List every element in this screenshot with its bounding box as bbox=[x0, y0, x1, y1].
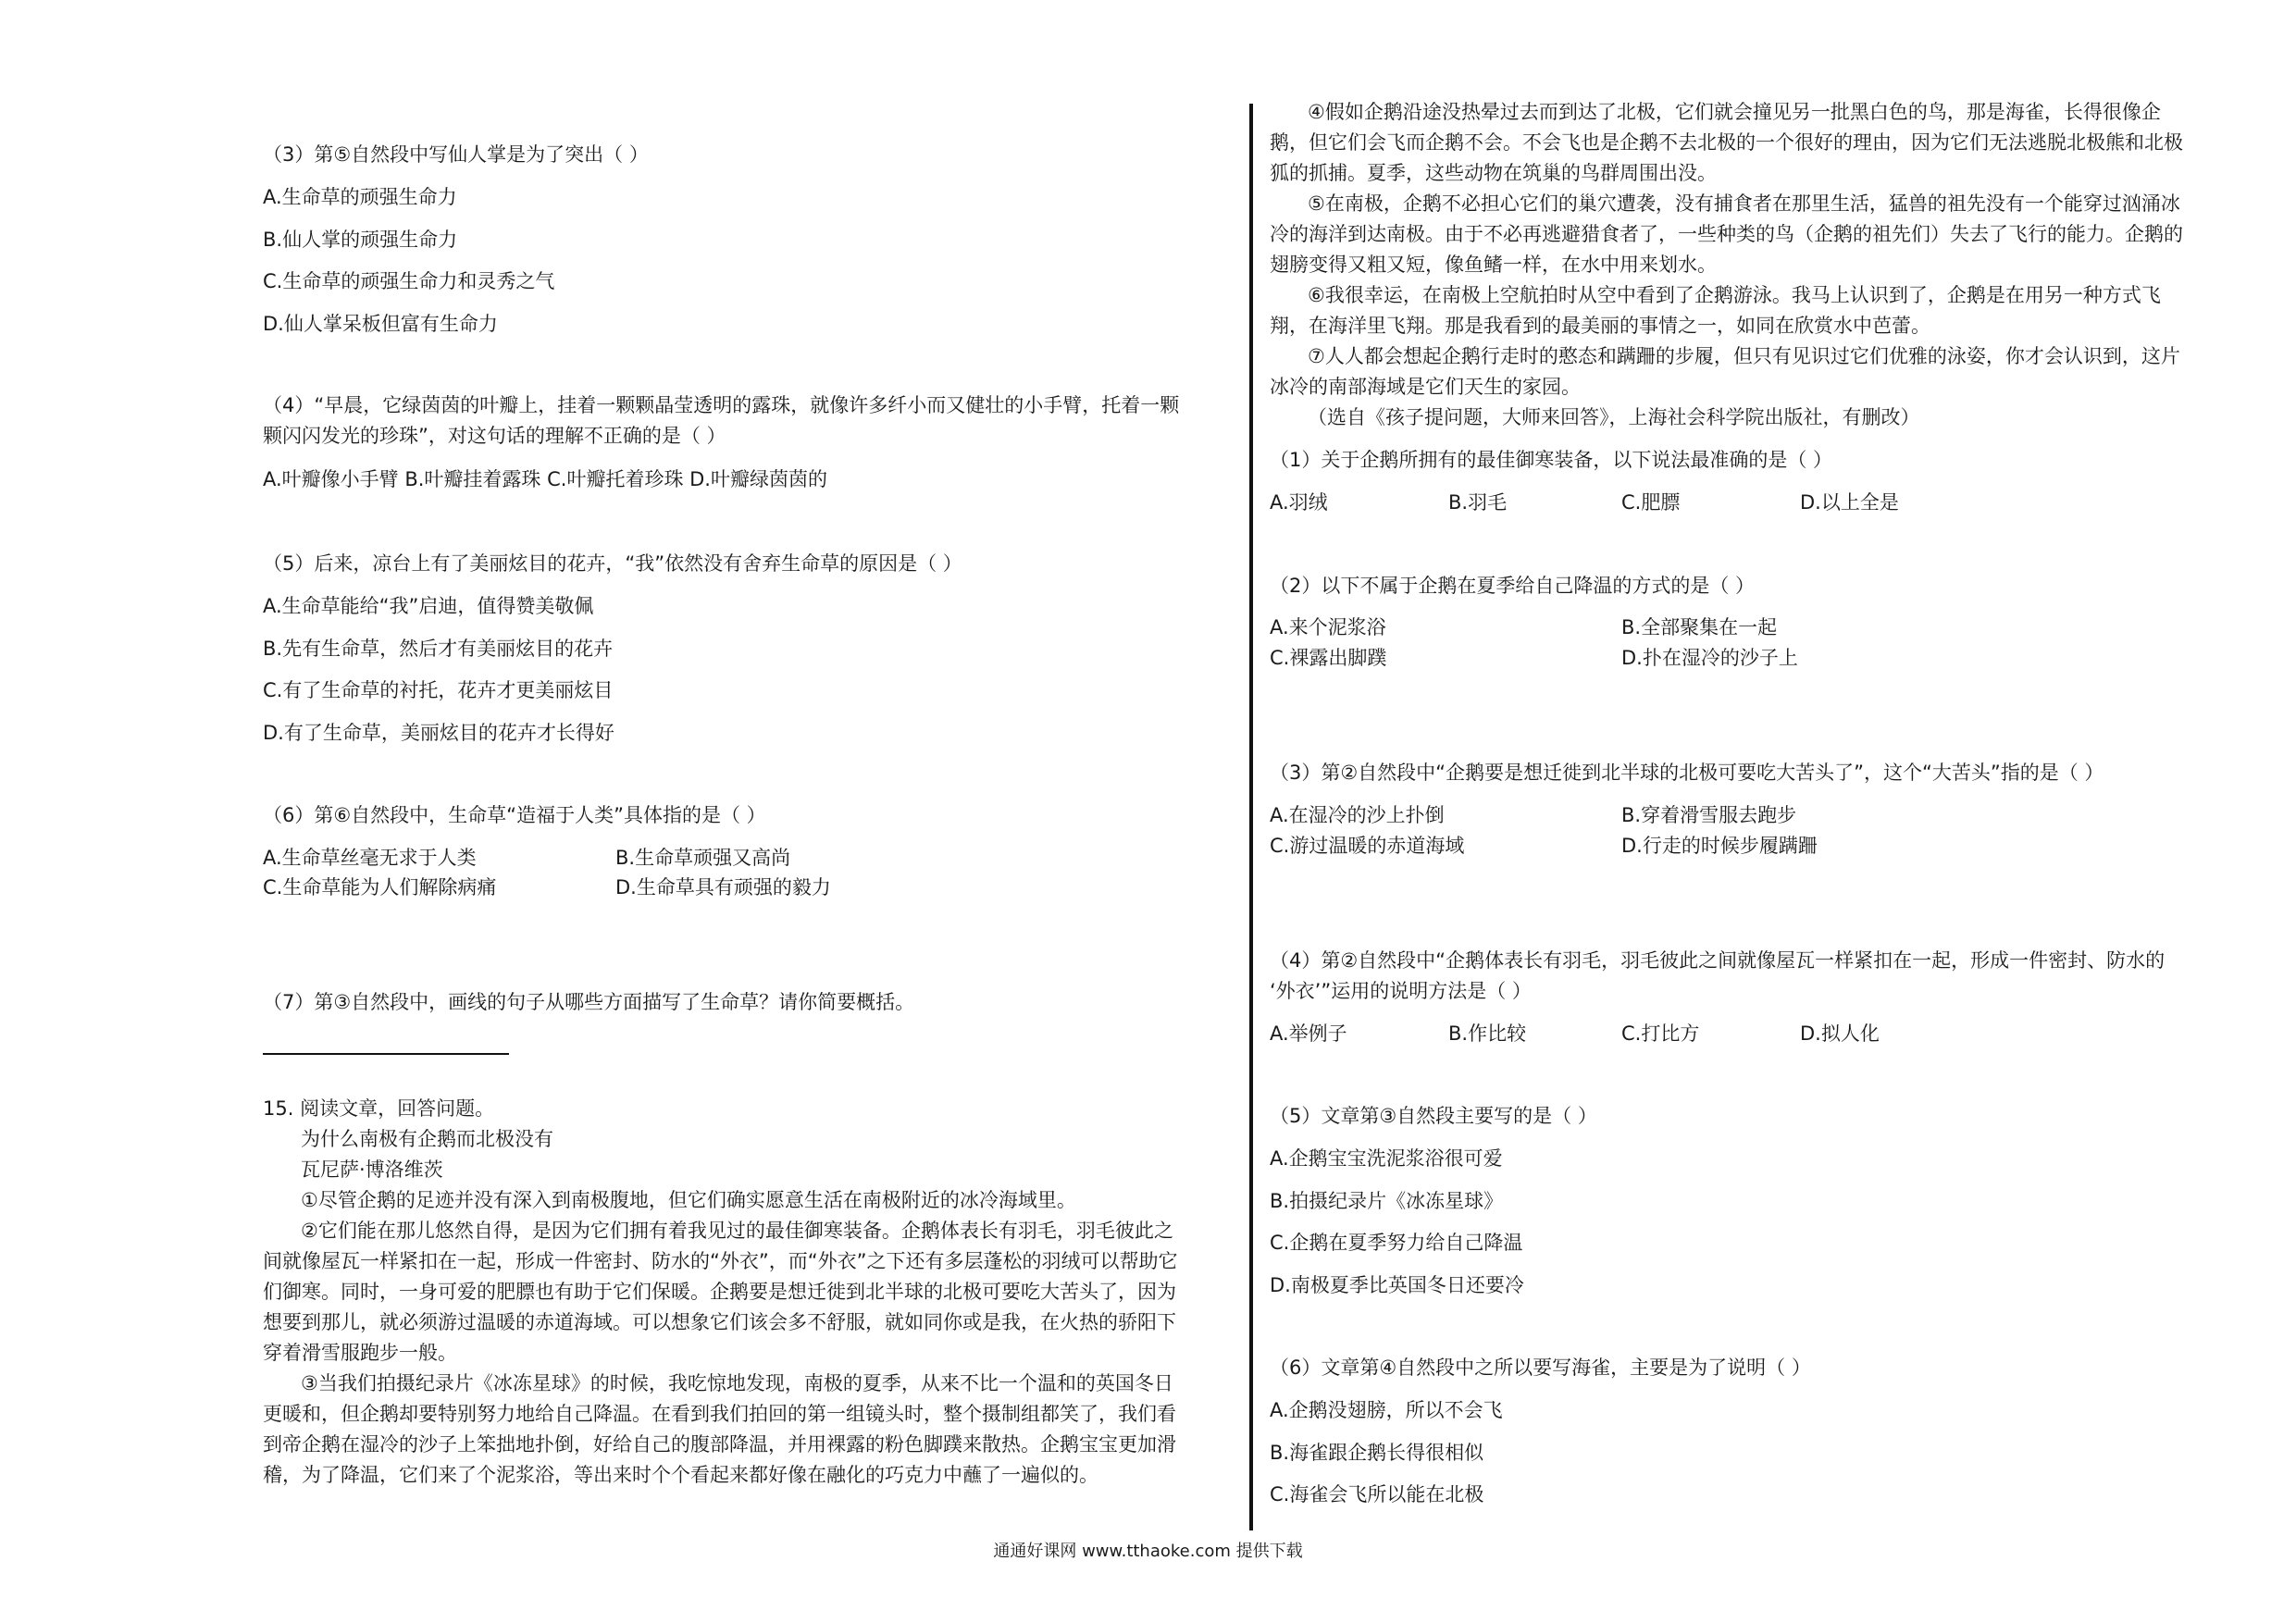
right-line: A.企鹅宝宝洗泥浆浴很可爱 bbox=[1270, 1147, 1503, 1170]
left-line: 到帝企鹅在湿冷的沙子上笨拙地扑倒，好给自己的腹部降温，并用裸露的粉色脚蹼来散热。企鹅宝宝更加滑 bbox=[263, 1433, 1176, 1456]
right-line: D.以上全是 bbox=[1800, 491, 1899, 514]
right-line: 翅膀变得又粗又短，像鱼鳍一样，在水中用来划水。 bbox=[1270, 254, 1717, 276]
left-line: D.有了生命草，美丽炫目的花卉才长得好 bbox=[263, 722, 614, 744]
right-line: C.游过温暖的赤道海域 bbox=[1270, 835, 1465, 857]
right-line: （4）第②自然段中“企鹅体表长有羽毛，羽毛彼此之间就像屋瓦一样紧扣在一起，形成一件密封、防水的 bbox=[1270, 949, 2166, 972]
right-line: B.海雀跟企鹅长得很相似 bbox=[1270, 1442, 1484, 1464]
left-line: 为什么南极有企鹅而北极没有 bbox=[301, 1128, 553, 1150]
left-line: （4）“早晨，它绿茵茵的叶瓣上，挂着一颗颗晶莹透明的露珠，就像许多纤小而又健壮的小手臂，托着一颗 bbox=[263, 394, 1180, 416]
right-line: B.羽毛 bbox=[1448, 491, 1508, 514]
left-line: C.生命草能为人们解除病痛 bbox=[263, 876, 497, 898]
left-line: （6）第⑥自然段中，生命草“造福于人类”具体指的是（ ） bbox=[263, 804, 766, 826]
right-line: A.在湿冷的沙上扑倒 bbox=[1270, 804, 1445, 826]
left-line: （3）第⑤自然段中写仙人掌是为了突出（ ） bbox=[263, 143, 649, 166]
left-line: A.生命草的顽强生命力 bbox=[263, 186, 457, 208]
right-line: 翔，在海洋里飞翔。那是我看到的最美丽的事情之一，如同在欣赏水中芭蕾。 bbox=[1270, 315, 1930, 337]
right-line: （5）文章第③自然段主要写的是（ ） bbox=[1270, 1105, 1597, 1127]
right-line: 冰冷的南部海域是它们天生的家园。 bbox=[1270, 376, 1581, 398]
left-line: ②它们能在那儿悠然自得，是因为它们拥有着我见过的最佳御寒装备。企鹅体表长有羽毛，羽毛彼此之 bbox=[301, 1220, 1173, 1242]
left-line: A.生命草能给“我”启迪，值得赞美敬佩 bbox=[263, 595, 594, 617]
right-line: B.穿着滑雪服去跑步 bbox=[1621, 804, 1797, 826]
right-line: B.拍摄纪录片《冰冻星球》 bbox=[1270, 1190, 1504, 1212]
right-line: A.举例子 bbox=[1270, 1022, 1347, 1045]
left-line: C.生命草的顽强生命力和灵秀之气 bbox=[263, 270, 555, 292]
left-line: A.叶瓣像小手臂 B.叶瓣挂着露珠 C.叶瓣托着珍珠 D.叶瓣绿茵茵的 bbox=[263, 468, 827, 490]
right-line: （6）文章第④自然段中之所以要写海雀，主要是为了说明（ ） bbox=[1270, 1357, 1811, 1379]
right-line: C.海雀会飞所以能在北极 bbox=[1270, 1483, 1484, 1505]
right-line: A.羽绒 bbox=[1270, 491, 1328, 514]
right-line: D.拟人化 bbox=[1800, 1022, 1880, 1045]
left-line: B.先有生命草，然后才有美丽炫目的花卉 bbox=[263, 638, 614, 660]
left-line: 穿着滑雪服跑步一般。 bbox=[263, 1342, 457, 1364]
left-line: ①尽管企鹅的足迹并没有深入到南极腹地，但它们确实愿意生活在南极附近的冰冷海域里。 bbox=[301, 1189, 1076, 1211]
left-line: 颗闪闪发光的珍珠”，对这句话的理解不正确的是（ ） bbox=[263, 425, 726, 447]
right-line: A.企鹅没翅膀，所以不会飞 bbox=[1270, 1399, 1503, 1421]
column-divider bbox=[1249, 104, 1253, 1530]
right-line: 鹅，但它们会飞而企鹅不会。不会飞也是企鹅不去北极的一个很好的理由，因为它们无法逃脱北极熊和北极 bbox=[1270, 131, 2183, 154]
left-line: 稽，为了降温，它们来了个泥浆浴，等出来时个个看起来都好像在融化的巧克力中蘸了一遍似的。 bbox=[263, 1464, 1098, 1486]
left-line: （5）后来，凉台上有了美丽炫目的花卉，“我”依然没有舍弃生命草的原因是（ ） bbox=[263, 552, 962, 575]
right-line: ⑥我很幸运，在南极上空航拍时从空中看到了企鹅游泳。我马上认识到了，企鹅是在用另一种方式飞 bbox=[1308, 284, 2161, 306]
left-line: D.生命草具有顽强的毅力 bbox=[615, 876, 831, 898]
right-line: C.裸露出脚蹼 bbox=[1270, 647, 1387, 669]
answer-blank-line bbox=[263, 1053, 509, 1055]
right-line: D.扑在湿冷的沙子上 bbox=[1621, 647, 1798, 669]
right-line: A.来个泥浆浴 bbox=[1270, 616, 1386, 638]
right-line: ⑤在南极，企鹅不必担心它们的巢穴遭袭，没有捕食者在那里生活，猛兽的祖先没有一个能穿过汹涌冰 bbox=[1308, 192, 2180, 215]
left-line: C.有了生命草的衬托，花卉才更美丽炫目 bbox=[263, 679, 614, 701]
left-line: B.仙人掌的顽强生命力 bbox=[263, 229, 458, 251]
right-line: C.肥膘 bbox=[1621, 491, 1681, 514]
left-line: 瓦尼萨·博洛维茨 bbox=[301, 1158, 443, 1181]
page-footer: 通通好课网 www.tthaoke.com 提供下载 bbox=[993, 1542, 1303, 1561]
right-line: ④假如企鹅沿途没热晕过去而到达了北极，它们就会撞见另一批黑白色的鸟，那是海雀，长得很像企 bbox=[1308, 101, 2161, 123]
right-line: ⑦人人都会想起企鹅行走时的憨态和蹒跚的步履，但只有见识过它们优雅的泳姿，你才会认识到，这片 bbox=[1308, 345, 2180, 367]
right-line: D.行走的时候步履蹒跚 bbox=[1621, 835, 1818, 857]
right-line: 狐的抓捕。夏季，这些动物在筑巢的鸟群周围出没。 bbox=[1270, 162, 1717, 184]
right-line: B.作比较 bbox=[1448, 1022, 1527, 1045]
left-line: 间就像屋瓦一样紧扣在一起，形成一件密封、防水的“外衣”，而“外衣”之下还有多层蓬松的羽绒可以帮助它 bbox=[263, 1250, 1178, 1272]
right-line: （选自《孩子提问题，大师来回答》，上海社会科学院出版社，有删改） bbox=[1308, 406, 1920, 428]
right-line: 冷的海洋到达南极。由于不必再逃避猎食者了，一些种类的鸟（企鹅的祖先们）失去了飞行的能力。企鹅的 bbox=[1270, 223, 2183, 245]
left-line: A.生命草丝毫无求于人类 bbox=[263, 847, 477, 869]
right-line: C.打比方 bbox=[1621, 1022, 1700, 1045]
left-line: B.生命草顽强又高尚 bbox=[615, 847, 791, 869]
right-line: D.南极夏季比英国冬日还要冷 bbox=[1270, 1274, 1524, 1296]
left-line: 15. 阅读文章，回答问题。 bbox=[263, 1097, 495, 1120]
right-line: （2）以下不属于企鹅在夏季给自己降温的方式的是（ ） bbox=[1270, 575, 1756, 597]
left-line: （7）第③自然段中，画线的句子从哪些方面描写了生命草？请你简要概括。 bbox=[263, 991, 915, 1013]
left-line: D.仙人掌呆板但富有生命力 bbox=[263, 313, 498, 335]
right-line: （1）关于企鹅所拥有的最佳御寒装备，以下说法最准确的是（ ） bbox=[1270, 449, 1833, 471]
right-line: ‘外衣’”运用的说明方法是（ ） bbox=[1270, 980, 1532, 1002]
left-line: 们御寒。同时，一身可爱的肥膘也有助于它们保暖。企鹅要是想迁徙到北半球的北极可要吃大苦头了，因为 bbox=[263, 1281, 1176, 1303]
left-line: ③当我们拍摄纪录片《冰冻星球》的时候，我吃惊地发现，南极的夏季，从来不比一个温和的英国冬日 bbox=[301, 1372, 1173, 1394]
right-line: （3）第②自然段中“企鹅要是想迁徙到北半球的北极可要吃大苦头了”，这个“大苦头”指的是（ ） bbox=[1270, 762, 2104, 784]
left-line: 更暖和，但企鹅却要特别努力地给自己降温。在看到我们拍回的第一组镜头时，整个摄制组都笑了，我们看 bbox=[263, 1403, 1176, 1425]
right-line: C.企鹅在夏季努力给自己降温 bbox=[1270, 1232, 1523, 1254]
right-line: B.全部聚集在一起 bbox=[1621, 616, 1778, 638]
left-line: 想要到那儿，就必须游过温暖的赤道海域。可以想象它们该会多不舒服，就如同你或是我，在火热的骄阳下 bbox=[263, 1311, 1176, 1333]
